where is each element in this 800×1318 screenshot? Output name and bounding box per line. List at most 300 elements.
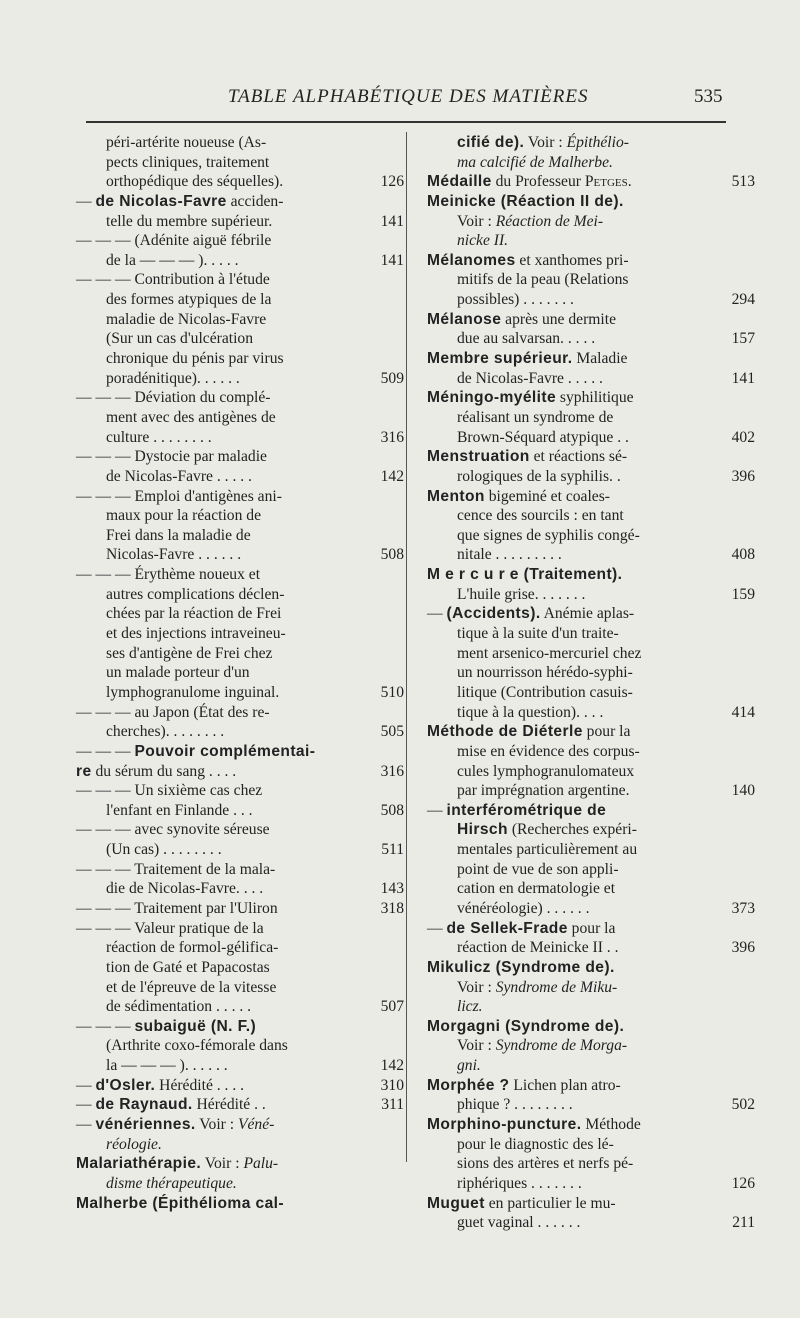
- entry-fragment: Voir :: [201, 1155, 244, 1173]
- entry-text: [106, 683, 279, 703]
- entry-text: [76, 762, 236, 782]
- entry-fragment: Hérédité . . . .: [155, 1076, 245, 1094]
- entry-heading: (Accidents).: [446, 605, 541, 623]
- entry-fragment: ment arsenico-mercuriel chez: [457, 644, 642, 662]
- entry-text: [427, 958, 615, 978]
- entry-text: [457, 1213, 580, 1233]
- index-line: [427, 428, 755, 448]
- entry-text: [427, 722, 630, 742]
- entry-text: [106, 251, 239, 271]
- index-line: [427, 899, 755, 919]
- page-ref: 211: [732, 1214, 755, 1232]
- page-ref: 316: [380, 762, 404, 780]
- entry-text: [427, 192, 624, 212]
- entry-fragment: Petges.: [584, 173, 632, 191]
- entry-reference: Syndrome de Miku-: [495, 978, 618, 996]
- index-line: [76, 762, 404, 782]
- entry-heading: Méningo-myélite: [427, 389, 557, 407]
- entry-text: [106, 938, 278, 958]
- entry-fragment: Hérédité . .: [192, 1096, 266, 1114]
- index-line: [76, 172, 404, 192]
- index-line: [427, 133, 729, 153]
- entry-fragment: phique ? . . . . . . . .: [457, 1096, 573, 1114]
- entry-fragment: point de vue de son appli-: [457, 860, 619, 878]
- page-ref: 143: [380, 880, 404, 898]
- index-line: [76, 565, 378, 585]
- entry-fragment: —: [76, 192, 96, 210]
- entry-fragment: maladie de Nicolas-Favre: [106, 310, 267, 328]
- entry-fragment: cherches). . . . . . . .: [106, 723, 225, 741]
- index-line: [76, 487, 378, 507]
- index-line: [427, 545, 755, 565]
- index-column-right: [427, 133, 755, 1233]
- entry-fragment: acciden-: [226, 192, 284, 210]
- index-line: [76, 703, 378, 723]
- index-column-left: [76, 133, 404, 1213]
- entry-fragment: L'huile grise. . . . . . .: [457, 585, 586, 603]
- entry-fragment: en particulier le mu-: [484, 1194, 616, 1212]
- page-ref: 141: [731, 369, 755, 387]
- entry-text: [457, 663, 633, 683]
- entry-fragment: — — — Dystocie par maladie: [76, 448, 267, 466]
- entry-fragment: lymphogranulome inguinal.: [106, 683, 280, 701]
- entry-heading: Médaille: [427, 173, 492, 191]
- entry-text: [457, 1095, 573, 1115]
- entry-text: [106, 349, 284, 369]
- entry-text: [457, 978, 617, 998]
- entry-fragment: réalisant un syndrome de: [457, 408, 614, 426]
- entry-fragment: et de l'épreuve de la vitesse: [106, 978, 277, 996]
- entry-text: [427, 1115, 641, 1135]
- entry-fragment: Lichen plan atro-: [509, 1076, 621, 1094]
- entry-text: [106, 290, 271, 310]
- entry-fragment: culture . . . . . . . .: [106, 428, 212, 446]
- entry-fragment: mitifs de la peau (Relations: [457, 271, 629, 289]
- entry-fragment: — — — (Adénite aiguë fébrile: [76, 232, 272, 250]
- index-line: [76, 506, 378, 526]
- entry-text: [457, 879, 615, 899]
- index-line: [427, 388, 729, 408]
- entry-fragment: tion de Gaté et Papacostas: [106, 958, 270, 976]
- entry-fragment: telle du membre supérieur.: [106, 212, 273, 230]
- entry-fragment: du Professeur: [491, 173, 585, 191]
- entry-heading: Mikulicz (Syndrome de).: [427, 958, 615, 976]
- entry-text: [106, 506, 261, 526]
- page-ref: 157: [731, 330, 755, 348]
- page-ref: 507: [380, 998, 404, 1016]
- entry-text: [76, 487, 282, 507]
- entry-text: [457, 428, 629, 448]
- page-ref: 140: [731, 782, 755, 800]
- entry-fragment: Nicolas-Favre . . . . . .: [106, 546, 242, 564]
- entry-text: [457, 290, 574, 310]
- entry-fragment: litique (Contribution casuis-: [457, 683, 633, 701]
- entry-fragment: nitale . . . . . . . . .: [457, 546, 562, 564]
- entry-text: [76, 231, 271, 251]
- index-line: [76, 349, 378, 369]
- entry-heading: vénériennes.: [95, 1116, 196, 1134]
- index-line: [76, 545, 404, 565]
- entry-text: [457, 467, 621, 487]
- entry-text: [106, 997, 251, 1017]
- entry-fragment: riphériques . . . . . . .: [457, 1174, 582, 1192]
- index-line: [76, 663, 378, 683]
- entry-text: [106, 545, 241, 565]
- entry-text: [427, 172, 632, 192]
- entry-fragment: — — — au Japon (État des re-: [76, 703, 270, 721]
- entry-text: [427, 388, 634, 408]
- index-line: [76, 683, 404, 703]
- entry-text: [427, 1194, 616, 1214]
- page-ref: 402: [731, 428, 755, 446]
- index-line: [427, 762, 729, 782]
- index-line: [76, 604, 378, 624]
- index-line: [76, 133, 378, 153]
- entry-fragment: — — — Un sixième cas chez: [76, 782, 263, 800]
- entry-text: [76, 703, 270, 723]
- entry-fragment: autres complications déclen-: [106, 585, 285, 603]
- entry-text: [457, 703, 603, 723]
- index-line: [427, 290, 755, 310]
- entry-heading: M e r c u r e (Traitement).: [427, 566, 623, 584]
- page-ref: 141: [380, 212, 404, 230]
- entry-heading: cifié de).: [457, 134, 525, 151]
- page-ref: 396: [731, 939, 755, 957]
- index-line: [427, 860, 729, 880]
- entry-fragment: par imprégnation argentine.: [457, 782, 630, 800]
- entry-fragment: du sérum du sang . . . .: [91, 762, 237, 780]
- index-line: [76, 899, 404, 919]
- index-line: [427, 938, 755, 958]
- index-line: [427, 329, 755, 349]
- index-line: [427, 801, 729, 821]
- entry-text: [106, 644, 272, 664]
- entry-heading: Menton: [427, 487, 485, 505]
- entry-text: [106, 585, 284, 605]
- index-line: [427, 585, 755, 605]
- index-line: [76, 1115, 378, 1135]
- entry-text: [76, 1115, 274, 1135]
- entry-fragment: Voir :: [524, 134, 567, 151]
- entry-fragment: Méthode: [581, 1116, 641, 1134]
- entry-text: [106, 840, 222, 860]
- index-line: [427, 1174, 755, 1194]
- index-line: [427, 251, 729, 271]
- page-ref: 294: [731, 291, 755, 309]
- entry-heading: Malherbe (Épithélioma cal-: [76, 1194, 284, 1212]
- entry-fragment: — — —: [76, 1017, 135, 1035]
- index-line: [427, 978, 729, 998]
- page-ref: 414: [731, 703, 755, 721]
- index-line: [76, 526, 378, 546]
- entry-text: [427, 919, 615, 939]
- entry-fragment: chronique du pénis par virus: [106, 350, 284, 368]
- index-line: [427, 742, 729, 762]
- entry-text: [106, 408, 276, 428]
- index-line: [76, 369, 404, 389]
- entry-reference: disme thérapeutique.: [106, 1174, 237, 1192]
- running-title: TABLE ALPHABÉTIQUE DES MATIÈRES: [228, 86, 589, 107]
- page-header: [0, 86, 800, 110]
- entry-fragment: (Sur un cas d'ulcération: [106, 330, 254, 348]
- index-line: [427, 1154, 729, 1174]
- index-line: [427, 1017, 729, 1037]
- index-line: [427, 153, 729, 173]
- index-line: [76, 644, 378, 664]
- entry-text: [76, 1095, 266, 1115]
- index-line: [427, 820, 729, 840]
- index-line: [76, 585, 378, 605]
- entry-text: [457, 545, 562, 565]
- entry-fragment: Anémie aplas-: [540, 605, 635, 623]
- entry-fragment: — — — Contribution à l'étude: [76, 271, 270, 289]
- entry-fragment: sions des artères et nerfs pé-: [457, 1155, 634, 1173]
- entry-fragment: — — — Valeur pratique de la: [76, 919, 264, 937]
- entry-fragment: un malade porteur d'un: [106, 664, 250, 682]
- entry-fragment: et des injections intraveineu-: [106, 625, 286, 643]
- index-line: [427, 172, 755, 192]
- index-line: [76, 1056, 404, 1076]
- page-ref: 142: [380, 467, 404, 485]
- entry-fragment: die de Nicolas-Favre. . . .: [106, 880, 264, 898]
- index-line: [427, 683, 729, 703]
- index-line: [427, 604, 729, 624]
- page-ref: 141: [380, 251, 404, 269]
- entry-text: [76, 270, 270, 290]
- entry-fragment: après une dermite: [501, 310, 617, 328]
- entry-fragment: (Un cas) . . . . . . . .: [106, 841, 222, 859]
- entry-heading: subaiguë (N. F.): [134, 1017, 257, 1035]
- entry-text: [76, 820, 270, 840]
- entry-text: [106, 801, 253, 821]
- page-ref: 508: [380, 801, 404, 819]
- index-line: [427, 526, 729, 546]
- entry-text: [76, 781, 262, 801]
- page-ref: 511: [381, 841, 404, 859]
- page-ref: 509: [380, 369, 404, 387]
- entry-text: [106, 722, 224, 742]
- page-ref: 373: [731, 899, 755, 917]
- index-line: [427, 703, 755, 723]
- entry-fragment: la — — — ). . . . . .: [106, 1057, 228, 1075]
- entry-fragment: — — — avec synovite séreuse: [76, 821, 270, 839]
- entry-fragment: Brown-Séquard atypique . .: [457, 428, 629, 446]
- index-line: [76, 840, 404, 860]
- entry-fragment: possibles) . . . . . . .: [457, 291, 574, 309]
- entry-fragment: Voir :: [457, 212, 496, 230]
- entry-fragment: (Recherches expéri-: [507, 821, 637, 839]
- entry-text: [106, 978, 276, 998]
- entry-heading: d'Osler.: [95, 1076, 156, 1094]
- entry-fragment: mise en évidence des corpus-: [457, 742, 640, 760]
- entry-heading: Menstruation: [427, 448, 530, 466]
- index-line: [76, 467, 404, 487]
- entry-fragment: réaction de formol-gélifica-: [106, 939, 279, 957]
- page-ref: 159: [731, 585, 755, 603]
- index-line: [427, 467, 755, 487]
- entry-text: [106, 624, 286, 644]
- entry-fragment: poradénitique). . . . . .: [106, 369, 240, 387]
- entry-fragment: ment avec des antigènes de: [106, 408, 276, 426]
- entry-text: [76, 1017, 256, 1037]
- entry-text: [76, 860, 275, 880]
- entry-text: [457, 329, 595, 349]
- entry-text: [457, 270, 629, 290]
- entry-heading: interférométrique de: [446, 801, 607, 819]
- index-line: [76, 742, 378, 762]
- entry-reference: nicke II.: [457, 232, 509, 250]
- index-line: [76, 310, 378, 330]
- entry-text: [457, 212, 603, 232]
- entry-fragment: Voir :: [457, 978, 496, 996]
- index-line: [427, 506, 729, 526]
- entry-text: [106, 958, 270, 978]
- entry-fragment: — — — Traitement de la mala-: [76, 860, 276, 878]
- entry-reference: Palu-: [243, 1155, 279, 1173]
- entry-text: [457, 762, 634, 782]
- entry-text: [106, 329, 253, 349]
- entry-fragment: — — — Traitement par l'Uliron: [76, 899, 278, 917]
- page-ref: 142: [380, 1057, 404, 1075]
- entry-text: [427, 1076, 621, 1096]
- entry-heading: Méthode de Diéterle: [427, 723, 583, 741]
- entry-reference: licz.: [457, 998, 483, 1016]
- index-line: [76, 1174, 378, 1194]
- index-line: [427, 1115, 729, 1135]
- entry-text: [427, 604, 634, 624]
- entry-text: [457, 644, 641, 664]
- entry-text: [427, 310, 616, 330]
- index-line: [427, 1135, 729, 1155]
- page-ref: 513: [731, 173, 755, 191]
- entry-text: [457, 1135, 614, 1155]
- index-line: [427, 231, 729, 251]
- entry-fragment: guet vaginal . . . . . .: [457, 1214, 581, 1232]
- entry-text: [106, 1056, 228, 1076]
- entry-text: [106, 212, 272, 232]
- index-line: [76, 408, 378, 428]
- entry-fragment: pour la: [567, 919, 616, 937]
- entry-fragment: pour le diagnostic des lé-: [457, 1135, 614, 1153]
- index-line: [76, 801, 404, 821]
- entry-text: [457, 781, 629, 801]
- page-ref: 505: [380, 723, 404, 741]
- page-ref: 310: [380, 1076, 404, 1094]
- entry-fragment: pour la: [582, 723, 631, 741]
- entry-text: [427, 487, 610, 507]
- entry-text: [457, 506, 624, 526]
- index-line: [76, 938, 378, 958]
- entry-reference: Réaction de Mei-: [495, 212, 604, 230]
- index-line: [76, 997, 404, 1017]
- entry-text: [457, 153, 613, 173]
- entry-text: [106, 369, 240, 389]
- entry-text: [457, 624, 619, 644]
- entry-fragment: péri-artérite noueuse (As-: [106, 134, 267, 151]
- entry-text: [106, 663, 250, 683]
- entry-fragment: —: [76, 1116, 96, 1134]
- index-line: [76, 270, 378, 290]
- entry-heading: Mélanose: [427, 310, 502, 328]
- entry-heading: Pouvoir complémentai-: [134, 742, 316, 760]
- entry-heading: de Raynaud.: [95, 1096, 193, 1114]
- index-line: [76, 1194, 378, 1214]
- entry-text: [106, 604, 281, 624]
- entry-fragment: —: [427, 801, 447, 819]
- index-line: [76, 1154, 378, 1174]
- entry-text: [106, 153, 269, 173]
- entry-heading: Meinicke (Réaction II de).: [427, 192, 624, 210]
- index-line: [427, 1194, 729, 1214]
- entry-fragment: ses d'antigène de Frei chez: [106, 644, 273, 662]
- entry-fragment: de la — — — ). . . . .: [106, 251, 239, 269]
- index-line: [427, 1213, 755, 1233]
- entry-text: [457, 997, 483, 1017]
- index-line: [76, 251, 404, 271]
- index-line: [76, 978, 378, 998]
- index-line: [427, 781, 755, 801]
- entry-fragment: et réactions sé-: [529, 448, 628, 466]
- entry-text: [457, 526, 640, 546]
- entry-fragment: —: [76, 1096, 96, 1114]
- index-line: [76, 1076, 404, 1096]
- entry-text: [457, 133, 629, 153]
- entry-fragment: —: [427, 919, 447, 937]
- entry-heading: Membre supérieur.: [427, 350, 573, 368]
- entry-fragment: réaction de Meinicke II . .: [457, 939, 619, 957]
- entry-text: [457, 840, 637, 860]
- entry-fragment: chées par la réaction de Frei: [106, 605, 282, 623]
- entry-heading: Malariathérapie.: [76, 1155, 202, 1173]
- entry-fragment: un nourrisson hérédo-syphi-: [457, 664, 633, 682]
- entry-text: [457, 820, 637, 840]
- entry-text: [106, 526, 251, 546]
- index-line: [427, 447, 729, 467]
- entry-text: [76, 192, 283, 212]
- entry-fragment: — — — Déviation du complé-: [76, 389, 271, 407]
- entry-fragment: maux pour la réaction de: [106, 507, 262, 525]
- page-ref: 316: [380, 428, 404, 446]
- entry-fragment: — — —: [76, 742, 135, 760]
- entry-text: [457, 369, 603, 389]
- entry-text: [106, 879, 263, 899]
- entry-text: [106, 172, 283, 192]
- index-line: [427, 270, 729, 290]
- entry-text: [76, 1076, 244, 1096]
- index-line: [76, 428, 404, 448]
- entry-fragment: l'enfant en Finlande . . .: [106, 801, 253, 819]
- entry-fragment: vénéréologie) . . . . . .: [457, 899, 590, 917]
- index-line: [76, 1036, 378, 1056]
- index-line: [427, 1076, 729, 1096]
- entry-fragment: syphilitique: [556, 389, 634, 407]
- entry-text: [76, 1194, 284, 1214]
- entry-heading: de Sellek-Frade: [446, 919, 568, 937]
- index-line: [427, 192, 729, 212]
- index-line: [76, 192, 378, 212]
- entry-text: [427, 349, 627, 369]
- entry-text: [427, 801, 606, 821]
- page-ref: 502: [731, 1096, 755, 1114]
- entry-fragment: des formes atypiques de la: [106, 291, 272, 309]
- entry-text: [427, 1017, 624, 1037]
- entry-text: [427, 251, 629, 271]
- index-line: [427, 879, 729, 899]
- entry-fragment: cules lymphogranulomateux: [457, 762, 635, 780]
- entry-text: [457, 860, 619, 880]
- page-ref: 510: [380, 683, 404, 701]
- entry-fragment: —: [427, 605, 447, 623]
